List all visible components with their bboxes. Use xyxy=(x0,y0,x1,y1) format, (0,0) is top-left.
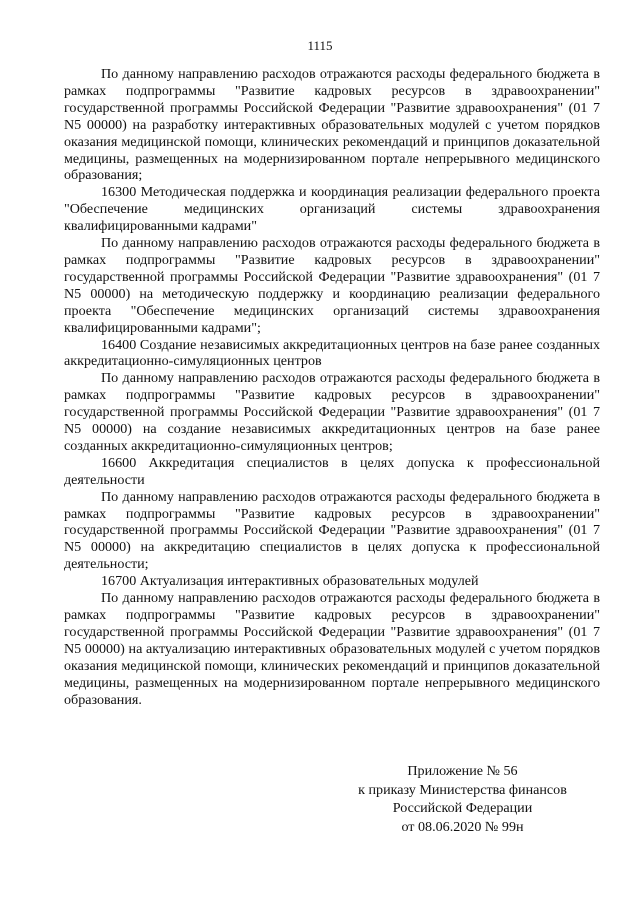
appendix-number: Приложение № 56 xyxy=(407,763,518,779)
appendix-order-date: от 08.06.2020 № 99н xyxy=(401,818,524,835)
page-number: 1115 xyxy=(307,38,333,53)
document-body xyxy=(64,66,600,708)
paragraph-description: По данному направлению расходов отражаются расходы федерального бюджета в рамках подпрограммы "Развитие кадровых ресурсов в здравоохранении" государственной программы Российской Федерации "Развитие здравоохранения" (01 7 N5 00000) на создание независимых аккредитационных центров на базе ранее созданных аккредитационно-симуляционных центров; xyxy=(64,370,600,454)
paragraph-expense-code: 16600 Аккредитация специалистов в целях допуска к профессиональной деятельности xyxy=(64,454,600,488)
paragraph-description: По данному направлению расходов отражаются расходы федерального бюджета в рамках подпрограммы "Развитие кадровых ресурсов в здравоохранении" государственной программы Российской Федерации "Развитие здравоохранения" (01 7 N5 00000) на актуализацию интерактивных образовательных модулей с учетом порядков оказания медицинской помощи, клинических рекомендаций и принципов доказательной медицины, размещенных на модернизированном портале непрерывного медицинского образования. xyxy=(64,590,600,708)
paragraph-expense-code: 16700 Актуализация интерактивных образовательных модулей xyxy=(101,573,479,590)
appendix-order-ref: к приказу Министерства финансов xyxy=(358,781,567,798)
paragraph-expense-code: 16400 Создание независимых аккредитационных центров на базе ранее созданных аккредитационно-симуляционных центров xyxy=(64,336,600,370)
paragraph-description: По данному направлению расходов отражаются расходы федерального бюджета в рамках подпрограммы "Развитие кадровых ресурсов в здравоохранении" государственной программы Российской Федерации "Развитие здравоохранения" (01 7 N5 00000) на аккредитацию специалистов в целях допуска к профессиональной деятельности; xyxy=(64,488,600,573)
appendix-header xyxy=(330,762,595,836)
paragraph-expense-code: 16300 Методическая поддержка и координация реализации федерального проекта "Обеспечение медицинских организаций системы здравоохранения квалифицированными кадрами" xyxy=(64,184,600,235)
paragraph-description: По данному направлению расходов отражаются расходы федерального бюджета в рамках подпрограммы "Развитие кадровых ресурсов в здравоохранении" государственной программы Российской Федерации "Развитие здравоохранения" (01 7 N5 00000) на методическую поддержку и координацию реализации федерального проекта "Обеспечение медицинских организаций системы здравоохранения квалифицированными кадрами"; xyxy=(64,235,600,336)
paragraph-description: По данному направлению расходов отражаются расходы федерального бюджета в рамках подпрограммы "Развитие кадровых ресурсов в здравоохранении" государственной программы Российской Федерации "Развитие здравоохранения" (01 7 N5 00000) на разработку интерактивных образовательных модулей с учетом порядков оказания медицинской помощи, клинических рекомендаций и принципов доказательной медицины, размещенных на модернизированном портале непрерывного медицинского образования; xyxy=(64,66,600,184)
appendix-authority: Российской Федерации xyxy=(392,800,533,817)
